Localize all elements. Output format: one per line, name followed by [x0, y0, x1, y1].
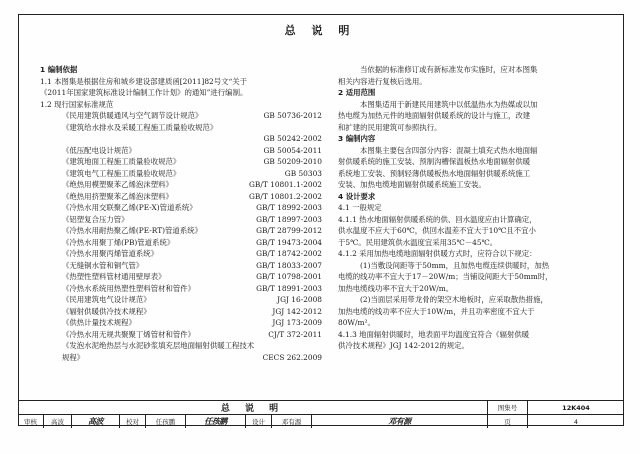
- standard-code: GB/T 10801.2-2002: [249, 191, 322, 201]
- text-line: 加热电缆线功率不宜大于20W/m。: [338, 283, 454, 293]
- check-label: 校对: [120, 415, 146, 428]
- text-line: 4.1 一般规定: [338, 203, 382, 212]
- review-label: 审核: [18, 415, 44, 428]
- text-line: 1.2 现行国家标准规范: [40, 99, 114, 109]
- standard-entry: [40, 133, 322, 145]
- standard-entry: [40, 248, 322, 260]
- standard-code: GB/T 18033-2007: [256, 260, 322, 270]
- standard-title: 《建筑电气工程施工质量验收规范》: [62, 168, 181, 178]
- standard-entry: [40, 283, 322, 295]
- standard-code: CJ/T 372-2011: [268, 329, 322, 339]
- standard-entry: [40, 352, 322, 364]
- standard-title: 《铝塑复合压力管》: [62, 214, 129, 224]
- page-number: 4: [573, 417, 579, 426]
- standard-code: GB 50209-2010: [263, 157, 322, 166]
- standard-title: 《民用建筑电气设计规范》: [62, 295, 151, 304]
- standard-entry: [40, 237, 322, 249]
- standard-title: 《建筑给水排水及采暖工程施工质量验收规范》: [62, 122, 218, 132]
- standard-entry: [40, 225, 322, 237]
- section-heading: 4 设计要求: [338, 191, 376, 201]
- standard-entry: [40, 191, 322, 203]
- standard-entry: [40, 156, 322, 168]
- standard-code: GB/T 10798-2001: [256, 272, 322, 281]
- standard-entry: [40, 214, 322, 226]
- text-line: 加热电缆的线功率不应大于10W/m，并且功率密度不宜大于: [338, 306, 535, 316]
- standard-title: 《发泡水泥绝热层与水泥砂浆填充层地面辐射供暖工程技术: [62, 341, 255, 350]
- design-label: 设计: [246, 415, 272, 428]
- standard-title: 规程》: [62, 352, 85, 362]
- standard-code: GB/T 10801.1-2002: [249, 180, 322, 189]
- standard-title: 《冷热水用交联聚乙烯(PE-X)管道系统》: [62, 203, 197, 212]
- text-line: 供水温度不应大于60℃，供回水温差不宜大于10℃且不宜小: [338, 226, 536, 235]
- standard-code: GB/T 28799-2012: [256, 226, 322, 235]
- text-line: 本图集适用于新建民用建筑中以低温热水为热媒或以加: [360, 99, 538, 109]
- text-line: 电缆的线功率不宜大于17－20W/m；当铺设间距大于50mm时，: [338, 272, 553, 281]
- text-line: 供冷技术规程》JGJ 142-2012的规定。: [338, 341, 469, 350]
- reviewer-signature: 高波: [72, 415, 120, 428]
- text-line: 4.1.2 采用加热电缆地面辐射供暖方式时，应符合以下规定：: [338, 249, 537, 258]
- standard-code: GB 50736-2012: [263, 111, 322, 120]
- section-heading: 2 适用范围: [338, 88, 376, 97]
- standard-title: 《辐射供暖供冷技术规程》: [62, 306, 151, 316]
- designer-signature: 邓有源: [312, 415, 488, 428]
- text-line: 于5℃。民用建筑供水温度宜采用35℃－45℃。: [338, 237, 498, 247]
- checker-name: 任孩鹏: [146, 415, 186, 428]
- standard-title: 《民用建筑供暖通风与空气调节设计规范》: [62, 111, 203, 120]
- standard-entry: [40, 168, 322, 180]
- right-column: [338, 64, 614, 352]
- standard-code: JGJ 16-2008: [277, 295, 322, 304]
- standard-entry: [40, 110, 322, 122]
- text-line: (1)当敷设间距等于50mm，且加热电缆连续供暖时，加热: [360, 260, 550, 270]
- section-heading: 1 编制依据: [40, 65, 78, 74]
- standard-code: GB 50054-2011: [263, 145, 322, 155]
- text-line: 热电缆为加热元件的地面辐射供暖系统的设计与施工，改建: [338, 111, 531, 120]
- text-line: 安装、加热电缆地面辐射供暖系统施工安装。: [338, 180, 486, 189]
- standard-code: GB/T 18991-2003: [256, 283, 322, 293]
- atlas-number: 12K404: [562, 403, 590, 412]
- standard-title: 《热塑性塑料管材通用壁厚表》: [62, 272, 166, 281]
- text-line: 80W/m²。: [338, 318, 375, 327]
- standard-entry: [40, 122, 322, 134]
- standard-code: CECS 262.2009: [262, 352, 322, 362]
- designer-name: 邓有源: [272, 415, 312, 428]
- standard-title: 《绝热用模塑聚苯乙烯泡沫塑料》: [62, 180, 173, 189]
- standard-title: 《供热计量技术规程》: [62, 318, 136, 327]
- left-column: [40, 64, 322, 363]
- standard-entry: [40, 340, 322, 352]
- standard-entry: [40, 202, 322, 214]
- section-heading: 3 编制内容: [338, 134, 376, 143]
- text-line: 系统地工安装、预制轻薄供暖板热水地面辐射供暖系统施工: [338, 168, 531, 178]
- standard-title: 《绝热用挤塑聚苯乙烯泡沫塑料》: [62, 191, 173, 201]
- standard-code: GB/T 18997-2003: [256, 214, 322, 224]
- text-line: 本图集主要包含四部分内容：混凝土填充式热水地面辐: [360, 145, 538, 155]
- standard-title: 《低压配电设计规范》: [62, 145, 136, 155]
- page-label: 页: [488, 415, 528, 428]
- standard-code: GB/T 19473-2004: [256, 237, 322, 247]
- standard-entry: [40, 329, 322, 341]
- standard-code: GB 50242-2002: [263, 134, 322, 143]
- standard-entry: [40, 306, 322, 318]
- text-line: 和扩建的民用建筑可参照执行。: [338, 122, 442, 132]
- standard-code: JGJ 142-2012: [272, 306, 322, 316]
- text-line: 1.1 本图集是根据住房和城乡建设部建质函[2011]82号文“关于: [40, 76, 248, 86]
- checker-signature: 任孩鹏: [186, 415, 246, 428]
- text-line: 当依据的标准修订或有新标准发布实施时，应对本图集: [360, 65, 538, 74]
- page-title: 总 说 明: [284, 24, 356, 37]
- standard-entry: [40, 294, 322, 306]
- standard-entry: [40, 260, 322, 272]
- text-line: 射供暖系统的施工安装、预制沟槽保温板热水地面辐射供暖: [338, 157, 531, 166]
- standard-title: 《无缝铜水管和铜气管》: [62, 260, 144, 270]
- text-line: 《2011年国家建筑标准设计编制工作计划》的通知”进行编制。: [40, 88, 248, 97]
- standard-code: GB/T 18992-2003: [256, 203, 322, 212]
- standard-title: [62, 133, 263, 145]
- standard-title: 《冷热水用聚丙烯管道系统》: [62, 249, 159, 258]
- atlas-label: 图集号: [488, 401, 528, 414]
- standard-entry: [40, 145, 322, 157]
- text-line: 相关内容进行复核后选用。: [338, 76, 427, 86]
- title-block: [18, 400, 624, 426]
- standard-title: 《建筑地面工程施工质量验收规范》: [62, 157, 181, 166]
- text-line: 4.1.3 地面辐射供暖时，地表面平均温度宜符合《辐射供暖: [338, 329, 530, 339]
- standard-entry: [40, 317, 322, 329]
- standard-code: GB 50303: [284, 168, 322, 178]
- title-block-title: 总 说 明: [18, 401, 488, 414]
- standard-title: 《冷热水系统用热塑性塑料管材和管件》: [62, 283, 196, 293]
- standard-title: 《冷热水用耐热聚乙烯(PE-RT)管道系统》: [62, 226, 202, 235]
- standard-entry: [40, 271, 322, 283]
- text-line: (2)当面层采用带龙骨的架空木地板时，应采取散热措施，: [360, 295, 548, 304]
- standard-title: 《冷热水用无规共聚聚丁烯管材和管件》: [62, 329, 196, 339]
- reviewer-name: 高波: [44, 415, 72, 428]
- standard-entry: [40, 179, 322, 191]
- text-line: 4.1.1 热水地面辐射供暖系统的供、回水温度应由计算确定，: [338, 214, 537, 224]
- standard-title: 《冷热水用聚丁烯(PB)管道系统》: [62, 237, 175, 247]
- standard-code: JGJ 173-2009: [272, 318, 322, 327]
- standard-code: GB/T 18742-2002: [256, 249, 322, 258]
